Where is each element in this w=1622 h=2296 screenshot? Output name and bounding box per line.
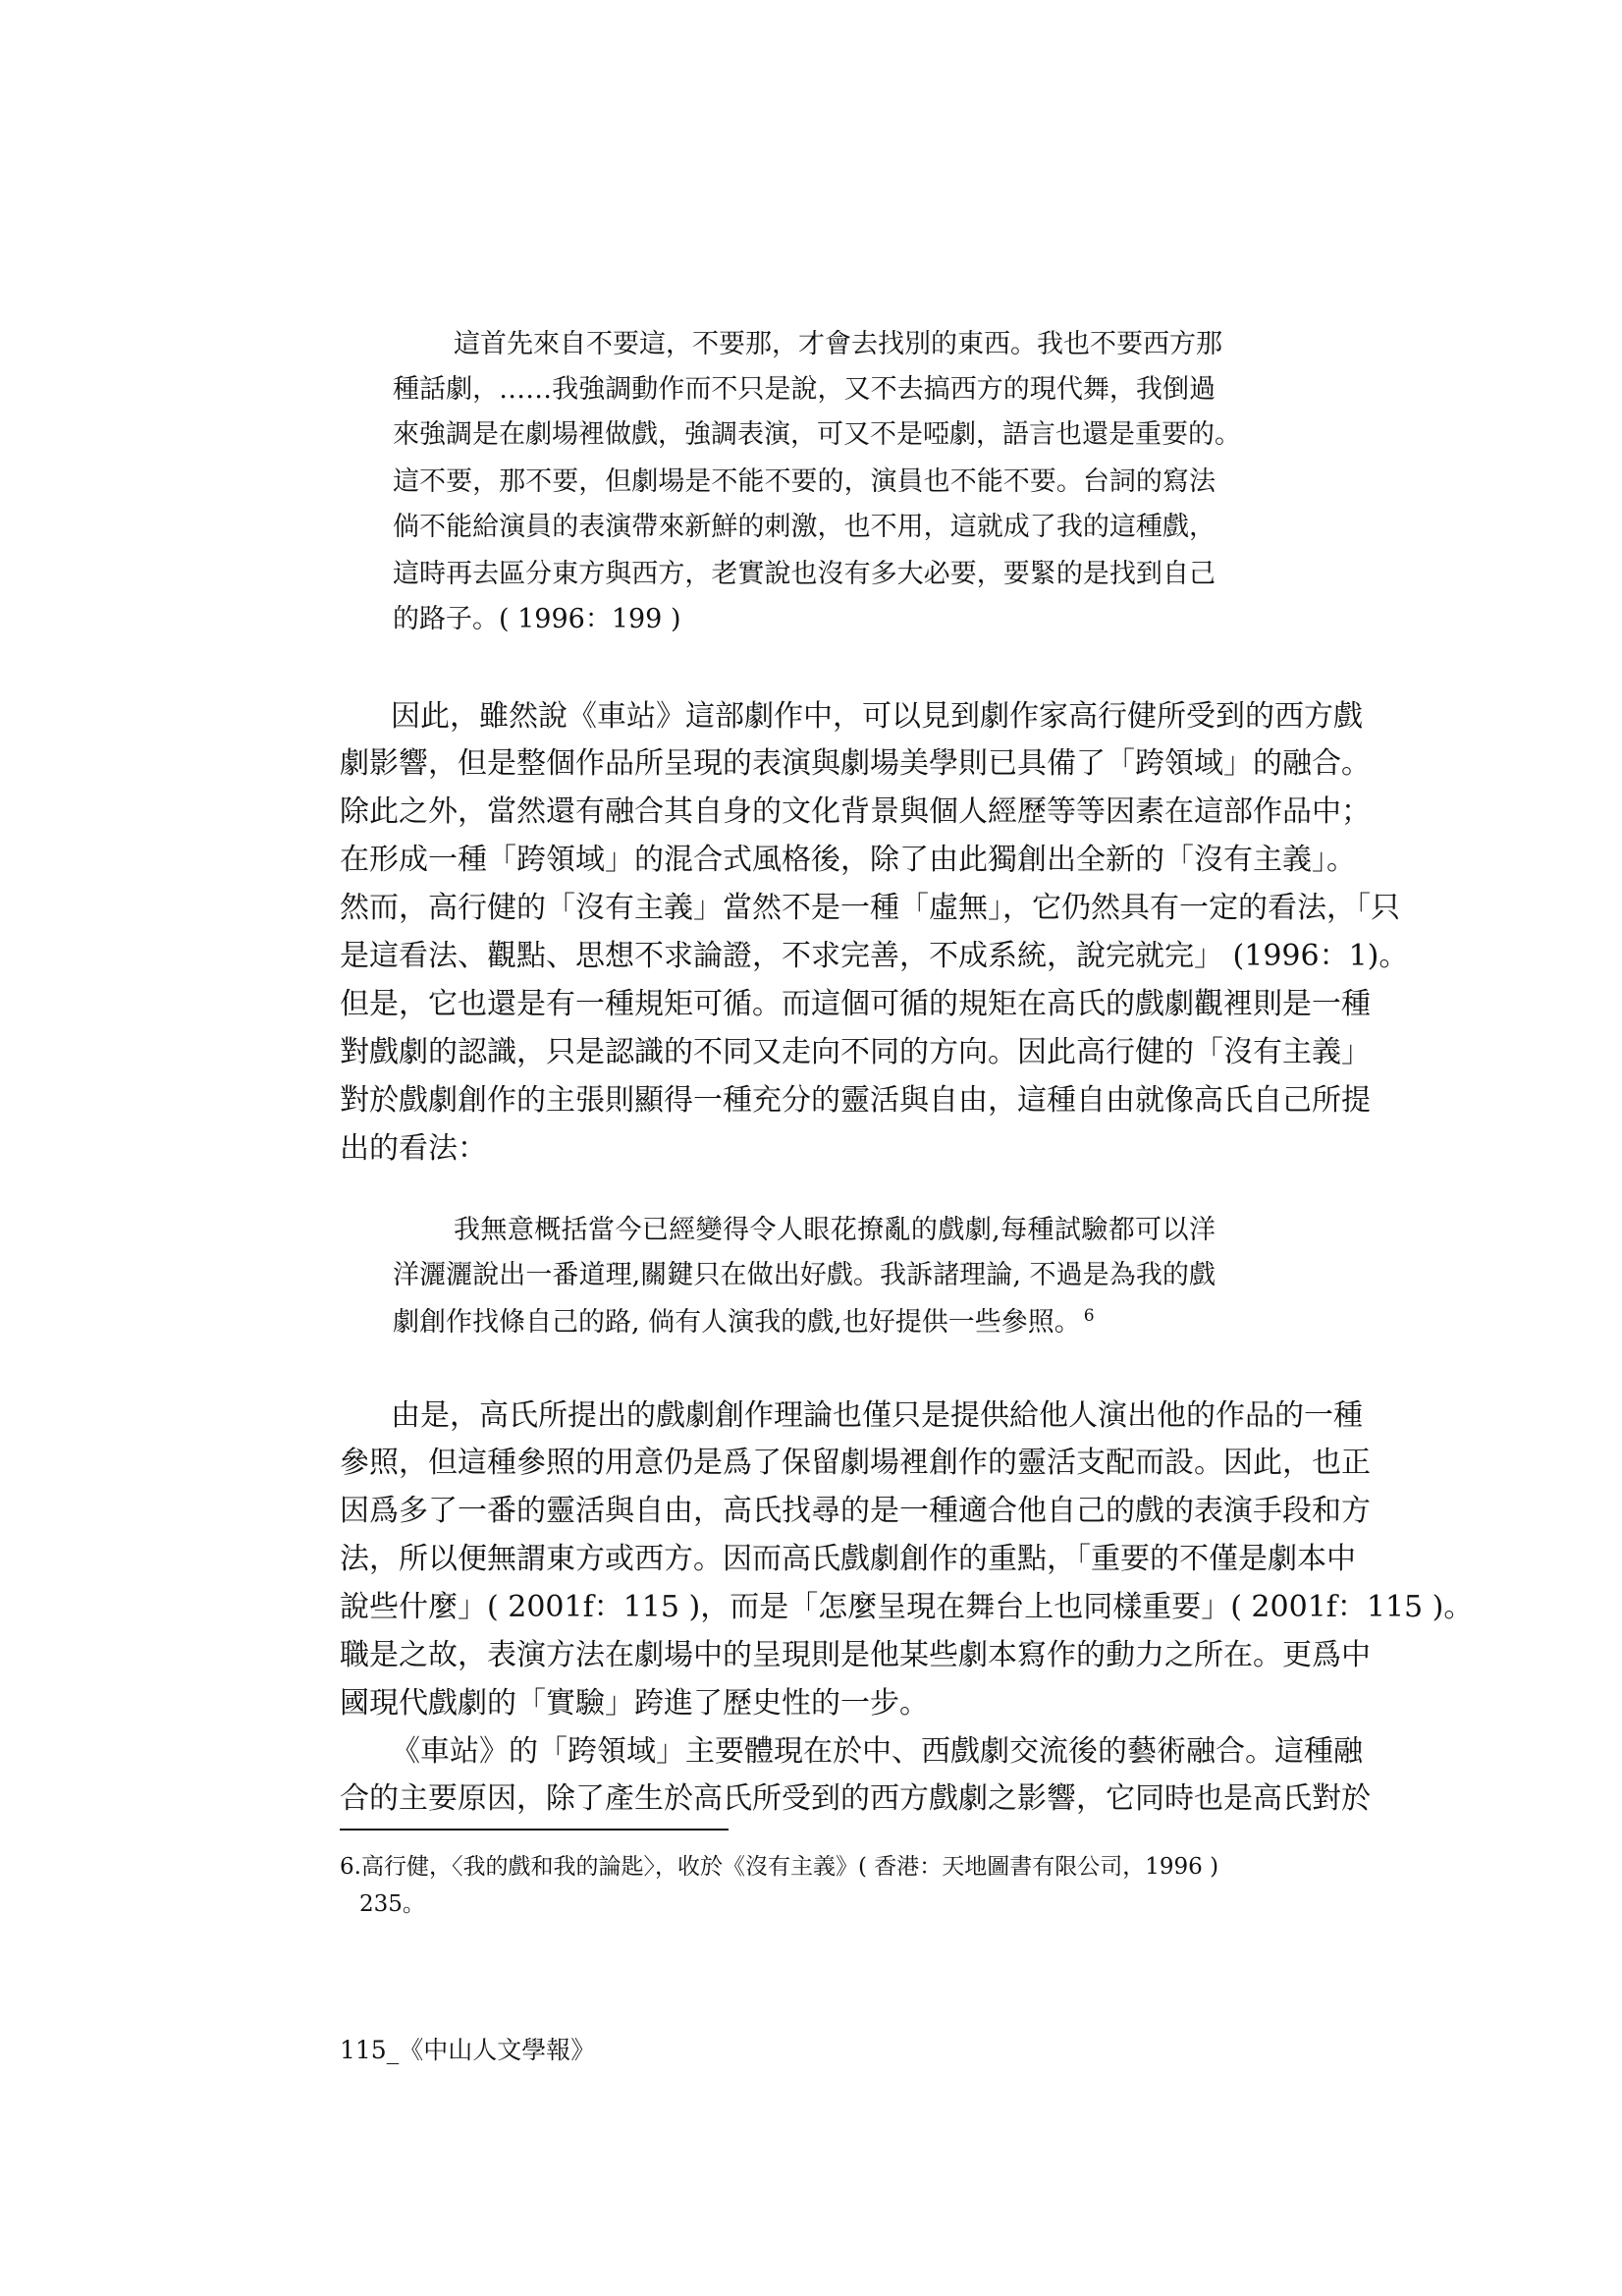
paragraph-2-line-7: 國現代戲劇的「實驗」跨進了歷史性的一步。 [340,1686,929,1721]
footnote-reference-6[interactable]: 6 [1083,1306,1095,1326]
paragraph-1-line-9: 對於戲劇創作的主張則顯得一種充分的靈活與自由，這種自由就像高氏自己所提 [340,1083,1371,1118]
paragraph-3 [340,1726,1371,1816]
quote-2-line-3 [393,1300,1095,1339]
quote-1-line-5: 倘不能給演員的表演帶來新鮮的刺激，也不用，這就成了我的這種戲， [393,512,1216,542]
paragraph-2-line-6: 職是之故，表演方法在劇場中的呈現則是他某些劇本寫作的動力之所在。更爲中 [340,1638,1371,1672]
footnote-6-line-1: 6.高行健，〈我的戲和我的論匙〉，收於《沒有主義》( 香港：天地圖書有限公司，1996 ) [340,1854,1219,1880]
block-quote-1 [393,322,1241,646]
quote-1-line-6: 這時再去區分東方與西方，老實說也沒有多大必要，要緊的是找到自己 [393,559,1216,589]
paragraph-3-line-2: 合的主要原因，除了產生於高氏所受到的西方戲劇之影響，它同時也是高氏對於 [340,1781,1371,1816]
paragraph-1-line-8: 對戲劇的認識，只是認識的不同又走向不同的方向。因此高行健的「沒有主義」 [340,1035,1371,1069]
footnote-separator [340,1829,729,1831]
paragraph-2-line-3: 因爲多了一番的靈活與自由，高氏找尋的是一種適合他自己的戲的表演手段和方 [340,1494,1371,1528]
paragraph-1-line-5: 然而，高行健的「沒有主義」當然不是一種「虛無」，它仍然具有一定的看法，「只 [340,891,1400,925]
paragraph-1-line-4: 在形成一種「跨領域」的混合式風格後，除了由此獨創出全新的「沒有主義」。 [340,843,1356,877]
paragraph-2 [340,1391,1474,1724]
quote-2-line-1: 我無意概括當今已經變得令人眼花撩亂的戲劇,每種試驗都可以洋 [454,1215,1216,1245]
footnote-6-line-2: 235。 [359,1891,425,1917]
block-quote-2 [393,1208,1216,1345]
quote-1-line-3: 來強調是在劇場裡做戲，強調表演，可又不是啞劇，語言也還是重要的。 [393,419,1241,450]
paragraph-2-line-2: 參照，但這種參照的用意仍是爲了保留劇場裡創作的靈活支配而設。因此，也正 [340,1446,1371,1480]
paragraph-1-line-7: 但是，它也還是有一種規矩可循。而這個可循的規矩在高氏的戲劇觀裡則是一種 [340,987,1371,1021]
paragraph-1-line-6: 是這看法、觀點、思想不求論證，不求完善，不成系統，說完就完」 (1996：1)。 [340,939,1409,973]
quote-1-line-2: 種話劇，……我強調動作而不只是說，又不去搞西方的現代舞，我倒過 [393,374,1216,405]
paragraph-3-line-1: 《車站》的「跨領域」主要體現在於中、西戲劇交流後的藝術融合。這種融 [391,1734,1363,1769]
quote-1-line-1: 這首先來自不要這，不要那，才會去找別的東西。我也不要西方那 [454,329,1222,359]
page-footer: 115_《中山人文學報》 [340,2036,596,2064]
quote-1-line-4: 這不要，那不要，但劇場是不能不要的，演員也不能不要。台詞的寫法 [393,466,1216,497]
paragraph-1-line-2: 劇影響，但是整個作品所呈現的表演與劇場美學則已具備了「跨領域」的融合。 [340,746,1371,781]
quote-1-line-7: 的路子。( 1996：199 ) [393,604,681,634]
paragraph-2-line-4: 法，所以便無謂東方或西方。因而高氏戲劇創作的重點，「重要的不僅是劇本中 [340,1542,1356,1576]
paragraph-2-line-5: 說些什麼」( 2001f：115 )，而是「怎麼呈現在舞台上也同樣重要」( 2001f：115 )。 [340,1590,1474,1624]
quote-2-line-2: 洋灑灑說出一番道理,關鍵只在做出好戲。我訴諸理論, 不過是為我的戲 [393,1260,1216,1290]
quote-2-line-3-text: 劇創作找條自己的路, 倘有人演我的戲,也好提供一些參照。 [393,1307,1081,1338]
footnote-6 [340,1848,1269,1927]
paragraph-1 [340,691,1409,1166]
paragraph-1-line-1: 因此，雖然說《車站》這部劇作中，可以見到劇作家高行健所受到的西方戲 [391,699,1363,734]
paragraph-1-line-10: 出的看法： [340,1131,487,1166]
paragraph-2-line-1: 由是，高氏所提出的戲劇創作理論也僅只是提供給他人演出他的作品的一種 [391,1398,1363,1433]
paragraph-1-line-3: 除此之外，當然還有融合其自身的文化背景與個人經歷等等因素在這部作品中； [340,794,1371,829]
